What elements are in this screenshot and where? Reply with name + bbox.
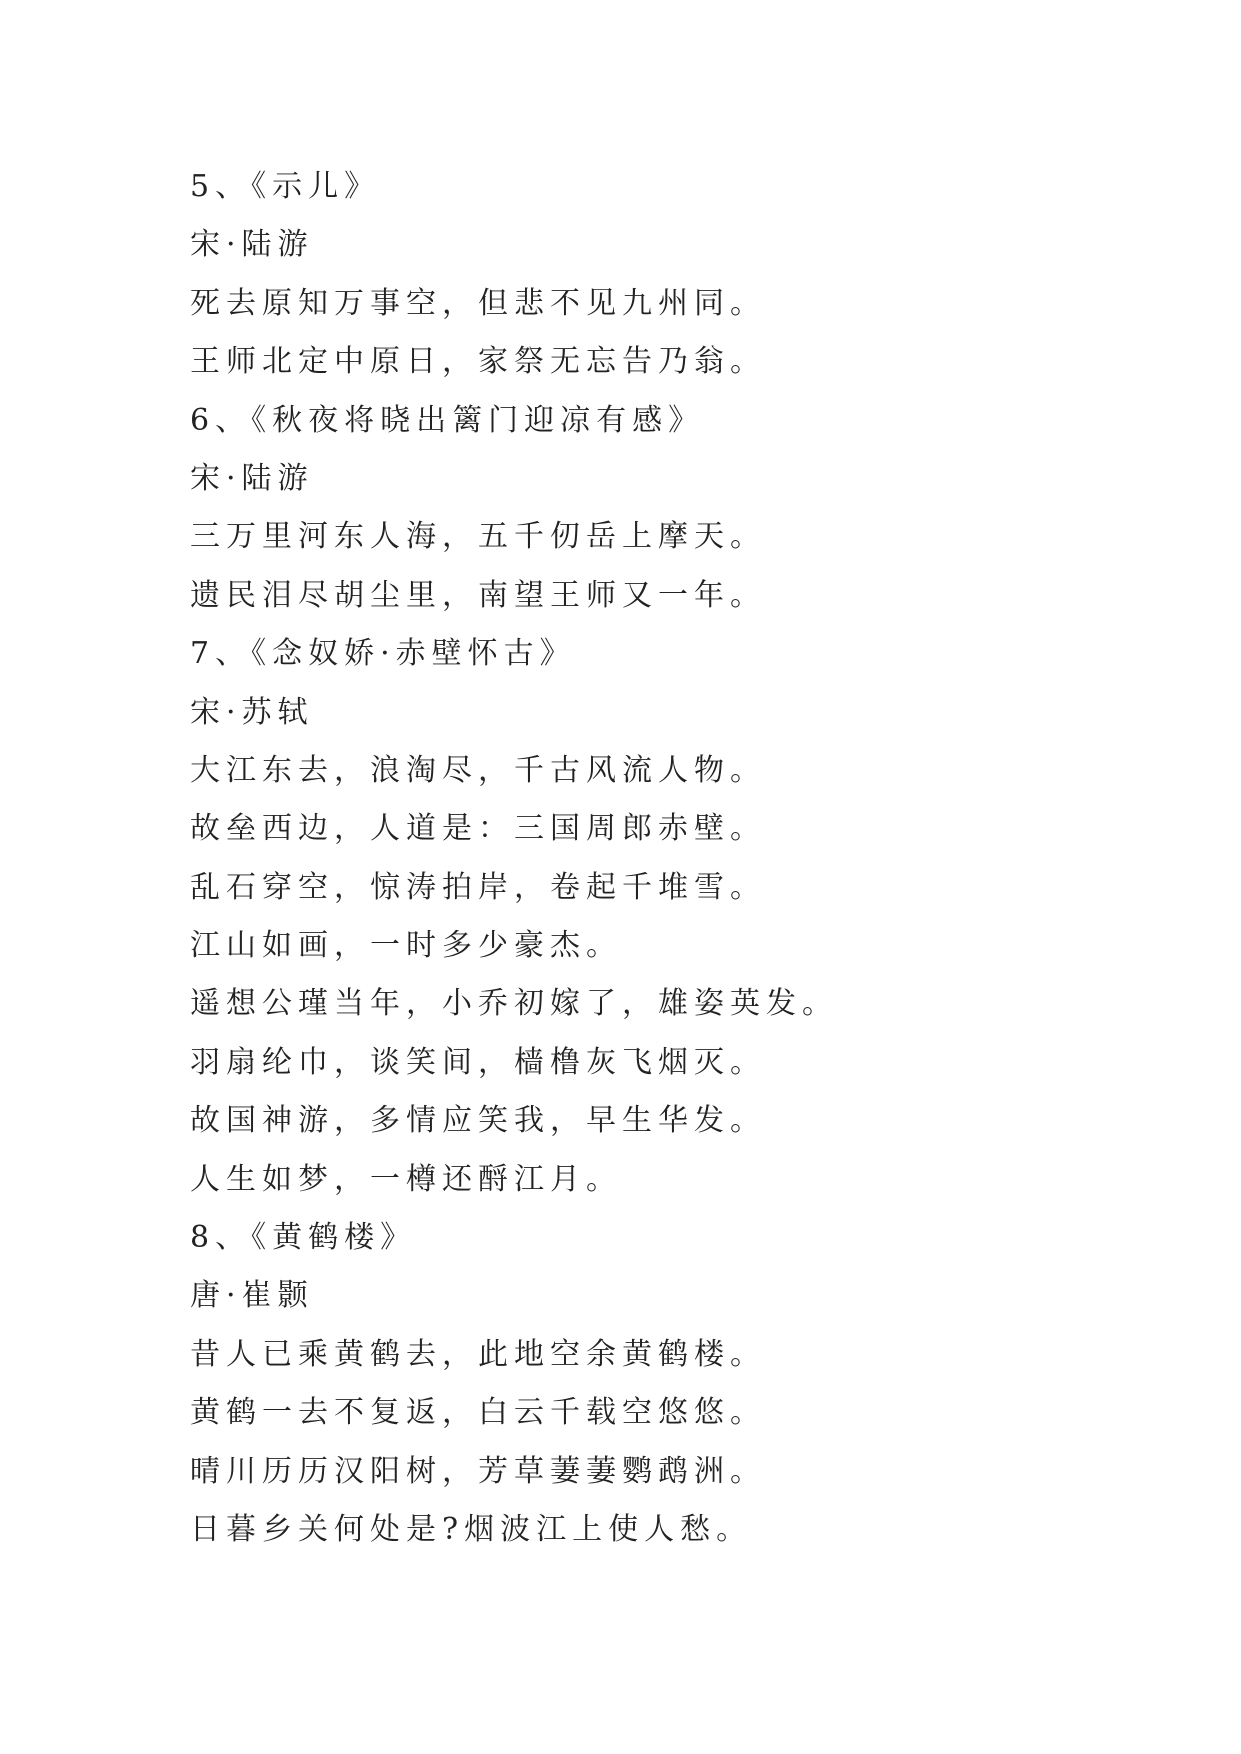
poem-line: 三万里河东人海，五千仞岳上摩天。	[190, 519, 766, 555]
poem-5	[190, 158, 1090, 392]
poem-title: 7、《念奴娇·赤壁怀古》	[190, 636, 576, 672]
poem-title: 8、《黄鹤楼》	[190, 1220, 417, 1256]
poem-line: 黄鹤一去不复返，白云千载空悠悠。	[190, 1395, 766, 1431]
poem-line: 昔人已乘黄鹤去，此地空余黄鹤楼。	[190, 1336, 766, 1372]
poem-line: 王师北定中原日，家祭无忘告乃翁。	[190, 344, 766, 380]
poem-line: 遗民泪尽胡尘里，南望王师又一年。	[190, 577, 766, 613]
poem-6	[190, 392, 1090, 626]
poem-line: 故国神游，多情应笑我，早生华发。	[190, 1103, 766, 1139]
poem-author: 宋·陆游	[190, 460, 314, 496]
poem-line: 乱石穿空，惊涛拍岸，卷起千堆雪。	[190, 869, 766, 905]
poem-line: 死去原知万事空，但悲不见九州同。	[190, 285, 766, 321]
poem-line: 晴川历历汉阳树，芳草萋萋鹦鹉洲。	[190, 1453, 766, 1489]
poem-line: 故垒西边，人道是：三国周郎赤壁。	[190, 811, 766, 847]
poem-line: 大江东去，浪淘尽，千古风流人物。	[190, 752, 766, 788]
poem-author: 宋·苏轼	[190, 694, 314, 730]
poem-line: 遥想公瑾当年，小乔初嫁了，雄姿英发。	[190, 986, 838, 1022]
poem-author: 唐·崔颢	[190, 1278, 314, 1314]
poem-line: 羽扇纶巾，谈笑间，樯橹灰飞烟灭。	[190, 1044, 766, 1080]
poem-author: 宋·陆游	[190, 227, 314, 263]
poem-title: 5、《示儿》	[190, 169, 381, 204]
poem-line: 日暮乡关何处是?烟波江上使人愁。	[190, 1511, 753, 1547]
poem-8	[190, 1209, 1090, 1559]
poem-7	[190, 625, 1090, 1209]
poem-title: 6、《秋夜将晓出篱门迎凉有感》	[190, 402, 705, 438]
poem-list	[190, 158, 1090, 1559]
poem-line: 江山如画，一时多少豪杰。	[190, 928, 622, 964]
poem-line: 人生如梦，一樽还酹江月。	[190, 1161, 622, 1197]
